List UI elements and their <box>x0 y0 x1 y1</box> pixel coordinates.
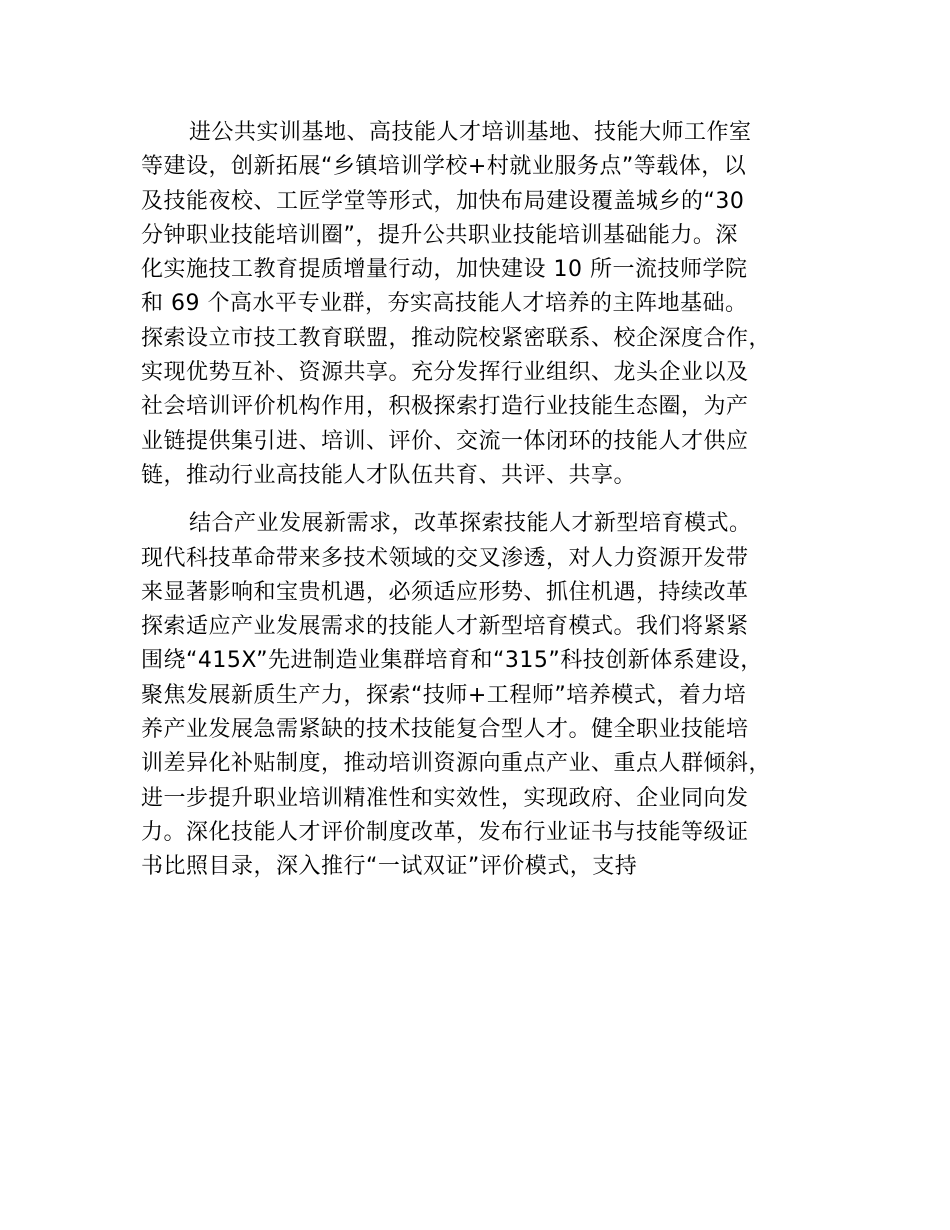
text-line: 养产业发展急需紧缺的技术技能复合型人才。健全职业技能培 <box>141 717 749 743</box>
text-line: 结合产业发展新需求，改革探索技能人才新型培育模式。 <box>189 511 752 537</box>
text-line: 进一步提升职业培训精准性和实效性，实现政府、企业同向发 <box>141 785 749 811</box>
text-line: 书比照目录，深入推行“一试双证”评价模式，支持 <box>141 854 638 880</box>
text-line: 现代科技革命带来多技术领域的交叉渗透，对人力资源开发带 <box>141 545 749 571</box>
text-line: 探索适应产业发展需求的技能人才新型培育模式。我们将紧紧 <box>141 614 749 640</box>
text-line: 探索设立市技工教育联盟，推动院校紧密联系、校企深度合作， <box>141 325 772 351</box>
text-line: 训差异化补贴制度，推动培训资源向重点产业、重点人群倾斜， <box>141 751 772 777</box>
text-line: 力。深化技能人才评价制度改革，发布行业证书与技能等级证 <box>141 819 749 845</box>
text-line: 及技能夜校、工匠学堂等形式，加快布局建设覆盖城乡的“30 <box>141 188 745 214</box>
paragraph-1 <box>141 116 841 493</box>
text-line: 聚焦发展新质生产力，探索“技师+工程师”培养模式，着力培 <box>141 682 747 708</box>
body-text <box>141 116 841 885</box>
text-line: 业链提供集引进、培训、评价、交流一体闭环的技能人才供应 <box>141 428 749 454</box>
text-line: 等建设，创新拓展“乡镇培训学校+村就业服务点”等载体，以 <box>141 154 747 180</box>
text-line: 社会培训评价机构作用，积极探索打造行业技能生态圈，为产 <box>141 394 749 420</box>
text-line: 进公共实训基地、高技能人才培训基地、技能大师工作室 <box>189 120 752 145</box>
paragraph-2 <box>141 507 841 884</box>
text-line: 围绕“415X”先进制造业集群培育和“315”科技创新体系建设， <box>141 648 763 674</box>
text-line: 化实施技工教育提质增量行动，加快建设 10 所一流技师学院 <box>141 257 748 283</box>
text-line: 链，推动行业高技能人才队伍共育、共评、共享。 <box>141 462 637 488</box>
text-line: 和 69 个高水平专业群，夯实高技能人才培养的主阵地基础。 <box>141 291 748 317</box>
text-line: 实现优势互补、资源共享。充分发挥行业组织、龙头企业以及 <box>141 360 749 386</box>
text-line: 来显著影响和宝贵机遇，必须适应形势、抓住机遇，持续改革 <box>141 579 749 605</box>
text-line: 分钟职业技能培训圈”，提升公共职业技能培训基础能力。深 <box>141 222 738 248</box>
